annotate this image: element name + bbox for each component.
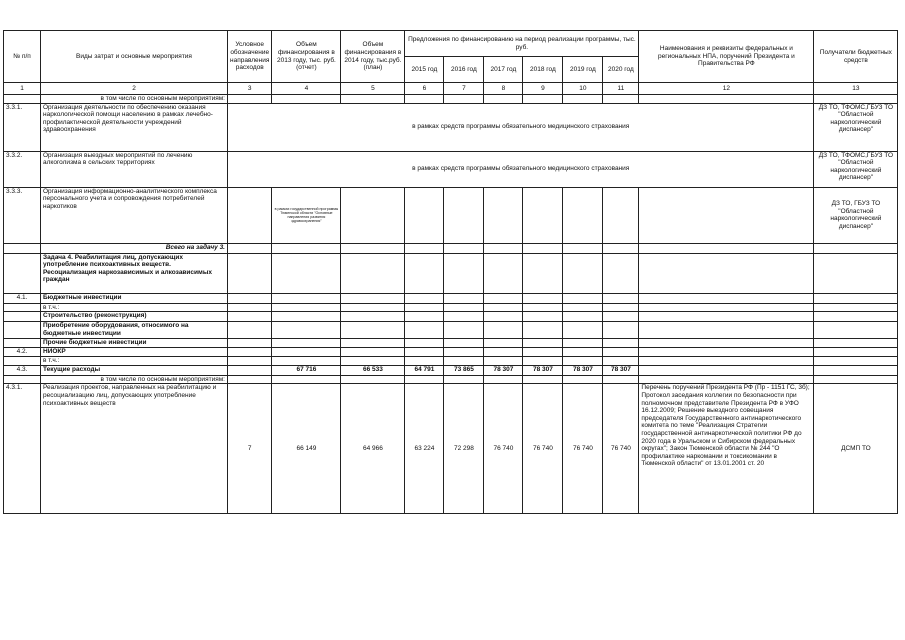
table-row (4, 348, 898, 357)
row-text: Реализация проектов, направленных на реабилитацию и ресоциализацию лиц, допускающих употребление психоактивных веществ (41, 384, 228, 514)
row-text: Бюджетные инвестиции (41, 293, 228, 303)
col-number: 13 (814, 83, 898, 95)
header-year: 2020 год (603, 57, 639, 83)
direction-code: 7 (228, 384, 272, 514)
row-text: Организация выездных мероприятий по лечению алкоголизма в сельских территориях (41, 151, 228, 187)
table-row (4, 365, 898, 375)
header-row (4, 31, 898, 57)
table-row (4, 322, 898, 339)
row-text: в т.ч.: (41, 303, 228, 312)
table-row (4, 339, 898, 348)
row-number: 3.3.2. (4, 151, 41, 187)
row-number: 4.2. (4, 348, 41, 357)
table-row (4, 151, 898, 187)
value-cell: 76 740 (603, 384, 639, 514)
header-npa: Наименования и реквизиты федеральных и региональных НПА, поручений Президента и Правительства РФ (639, 31, 814, 83)
recipient: ДЗ ТО, ГБУЗ ТО "Областной наркологический диспансер" (814, 187, 898, 243)
value-cell: 63 224 (405, 384, 444, 514)
row-text: НИОКР (41, 348, 228, 357)
row-text: Организация деятельности по обеспечению оказания наркологической помощи населению в рамках лечебно-профилактической деятельности учреждений здравоохранения (41, 103, 228, 151)
row-text: Приобретение оборудования, относимого на бюджетные инвестиции (41, 322, 228, 339)
value-cell: 76 740 (563, 384, 603, 514)
task4-heading: Задача 4. Реабилитация лиц, допускающих употребление психоактивных веществ. Ресоциализация наркозависимых и алкозависимых граждан (41, 253, 228, 293)
value-cell: 66 149 (272, 384, 341, 514)
value-cell: 76 740 (523, 384, 563, 514)
table-row (4, 253, 898, 293)
value-cell: 78 307 (563, 365, 603, 375)
header-year: 2019 год (563, 57, 603, 83)
row-number: 3.3.1. (4, 103, 41, 151)
header-conditional-designation: Условное обозначение направления расходов (228, 31, 272, 83)
header-recipients: Получатели бюджетных средств (814, 31, 898, 83)
table-row (4, 243, 898, 253)
financing-table-sheet (3, 30, 898, 514)
oms-note: в рамках средств программы обязательного медицинского страхования (228, 103, 814, 151)
col-number: 2 (41, 83, 228, 95)
recipient: ДЗ ТО, ТФОМС,ГБУЗ ТО "Областной наркологический диспансер" (814, 151, 898, 187)
row-text: в т.ч.: (41, 357, 228, 366)
table-row (4, 187, 898, 243)
col-number: 6 (405, 83, 444, 95)
row-number: 4.3.1. (4, 384, 41, 514)
header-expense-types: Виды затрат и основные мероприятия (41, 31, 228, 83)
header-year: 2017 год (484, 57, 523, 83)
value-cell: 66 533 (341, 365, 405, 375)
row-number: 4.3. (4, 365, 41, 375)
value-cell: 64 791 (405, 365, 444, 375)
row-number: 4.1. (4, 293, 41, 303)
col-number: 10 (563, 83, 603, 95)
table-row (4, 312, 898, 322)
row-text: Прочие бюджетные инвестиции (41, 339, 228, 348)
header-volume-2013: Объем финансирования в 2013 году, тыс. руб. (отчет) (272, 31, 341, 83)
col-number: 3 (228, 83, 272, 95)
row-text: Текущие расходы (41, 365, 228, 375)
header-year: 2018 год (523, 57, 563, 83)
col-number: 8 (484, 83, 523, 95)
header-volume-2014: Объем финансирования в 2014 году, тыс.руб. (план) (341, 31, 405, 83)
table-row (4, 293, 898, 303)
column-numbers-row (4, 83, 898, 95)
recipient: ДЗ ТО, ТФОМС,ГБУЗ ТО "Областной наркологический диспансер" (814, 103, 898, 151)
row-text: Организация информационно-аналитического комплекса персонального учета и сопровождения потребителей наркотиков (41, 187, 228, 243)
table-row (4, 103, 898, 151)
oms-note: в рамках средств программы обязательного медицинского страхования (228, 151, 814, 187)
value-cell: 72 298 (444, 384, 484, 514)
npa-text: Перечень поручений Президента РФ (Пр - 1151 ГС, 3б); Протокол заседания коллегии по безопасности при полномочном представителе Президента РФ в УФО 16.12.2009; Решение выездного совещания председателя Государственного антинаркотического комитета по теме "Реализация Стратегии государственной антинаркотической политики РФ до 2020 года в Уральском и Сибирском федеральных округах"; Закон Тюменской области № 244 "О профилактике наркомании и токсикомании в Тюменской области" от 13.01.2001 ст. 20 (639, 384, 814, 514)
header-proposals: Предложения по финансированию на период реализации программы, тыс. руб. (405, 31, 639, 57)
value-cell: 78 307 (484, 365, 523, 375)
row-text: Строительство (реконструкция) (41, 312, 228, 322)
table-row (4, 95, 898, 104)
total-task3-label: Всего на задачу 3. (41, 243, 228, 253)
table-row (4, 384, 898, 514)
incl-main-label: в том числе по основным мероприятиям: (41, 375, 228, 384)
table-row (4, 375, 898, 384)
col-number: 5 (341, 83, 405, 95)
row-number: 3.3.3. (4, 187, 41, 243)
program-note: в рамках государственной программы Тюменской области "Основные направления развития здравоохранения" (272, 187, 341, 243)
col-number: 12 (639, 83, 814, 95)
table-row (4, 357, 898, 366)
recipient: ДСМП ТО (814, 384, 898, 514)
value-cell: 78 307 (523, 365, 563, 375)
col-number: 11 (603, 83, 639, 95)
value-cell: 64 966 (341, 384, 405, 514)
header-year: 2015 год (405, 57, 444, 83)
value-cell: 78 307 (603, 365, 639, 375)
value-cell: 73 865 (444, 365, 484, 375)
value-cell: 67 716 (272, 365, 341, 375)
header-num: № п/п (4, 31, 41, 83)
incl-main-label: в том числе по основным мероприятиям: (41, 95, 228, 104)
header-year: 2016 год (444, 57, 484, 83)
col-number: 1 (4, 83, 41, 95)
table-row (4, 303, 898, 312)
col-number: 7 (444, 83, 484, 95)
col-number: 4 (272, 83, 341, 95)
financing-table (3, 30, 898, 514)
value-cell: 76 740 (484, 384, 523, 514)
col-number: 9 (523, 83, 563, 95)
